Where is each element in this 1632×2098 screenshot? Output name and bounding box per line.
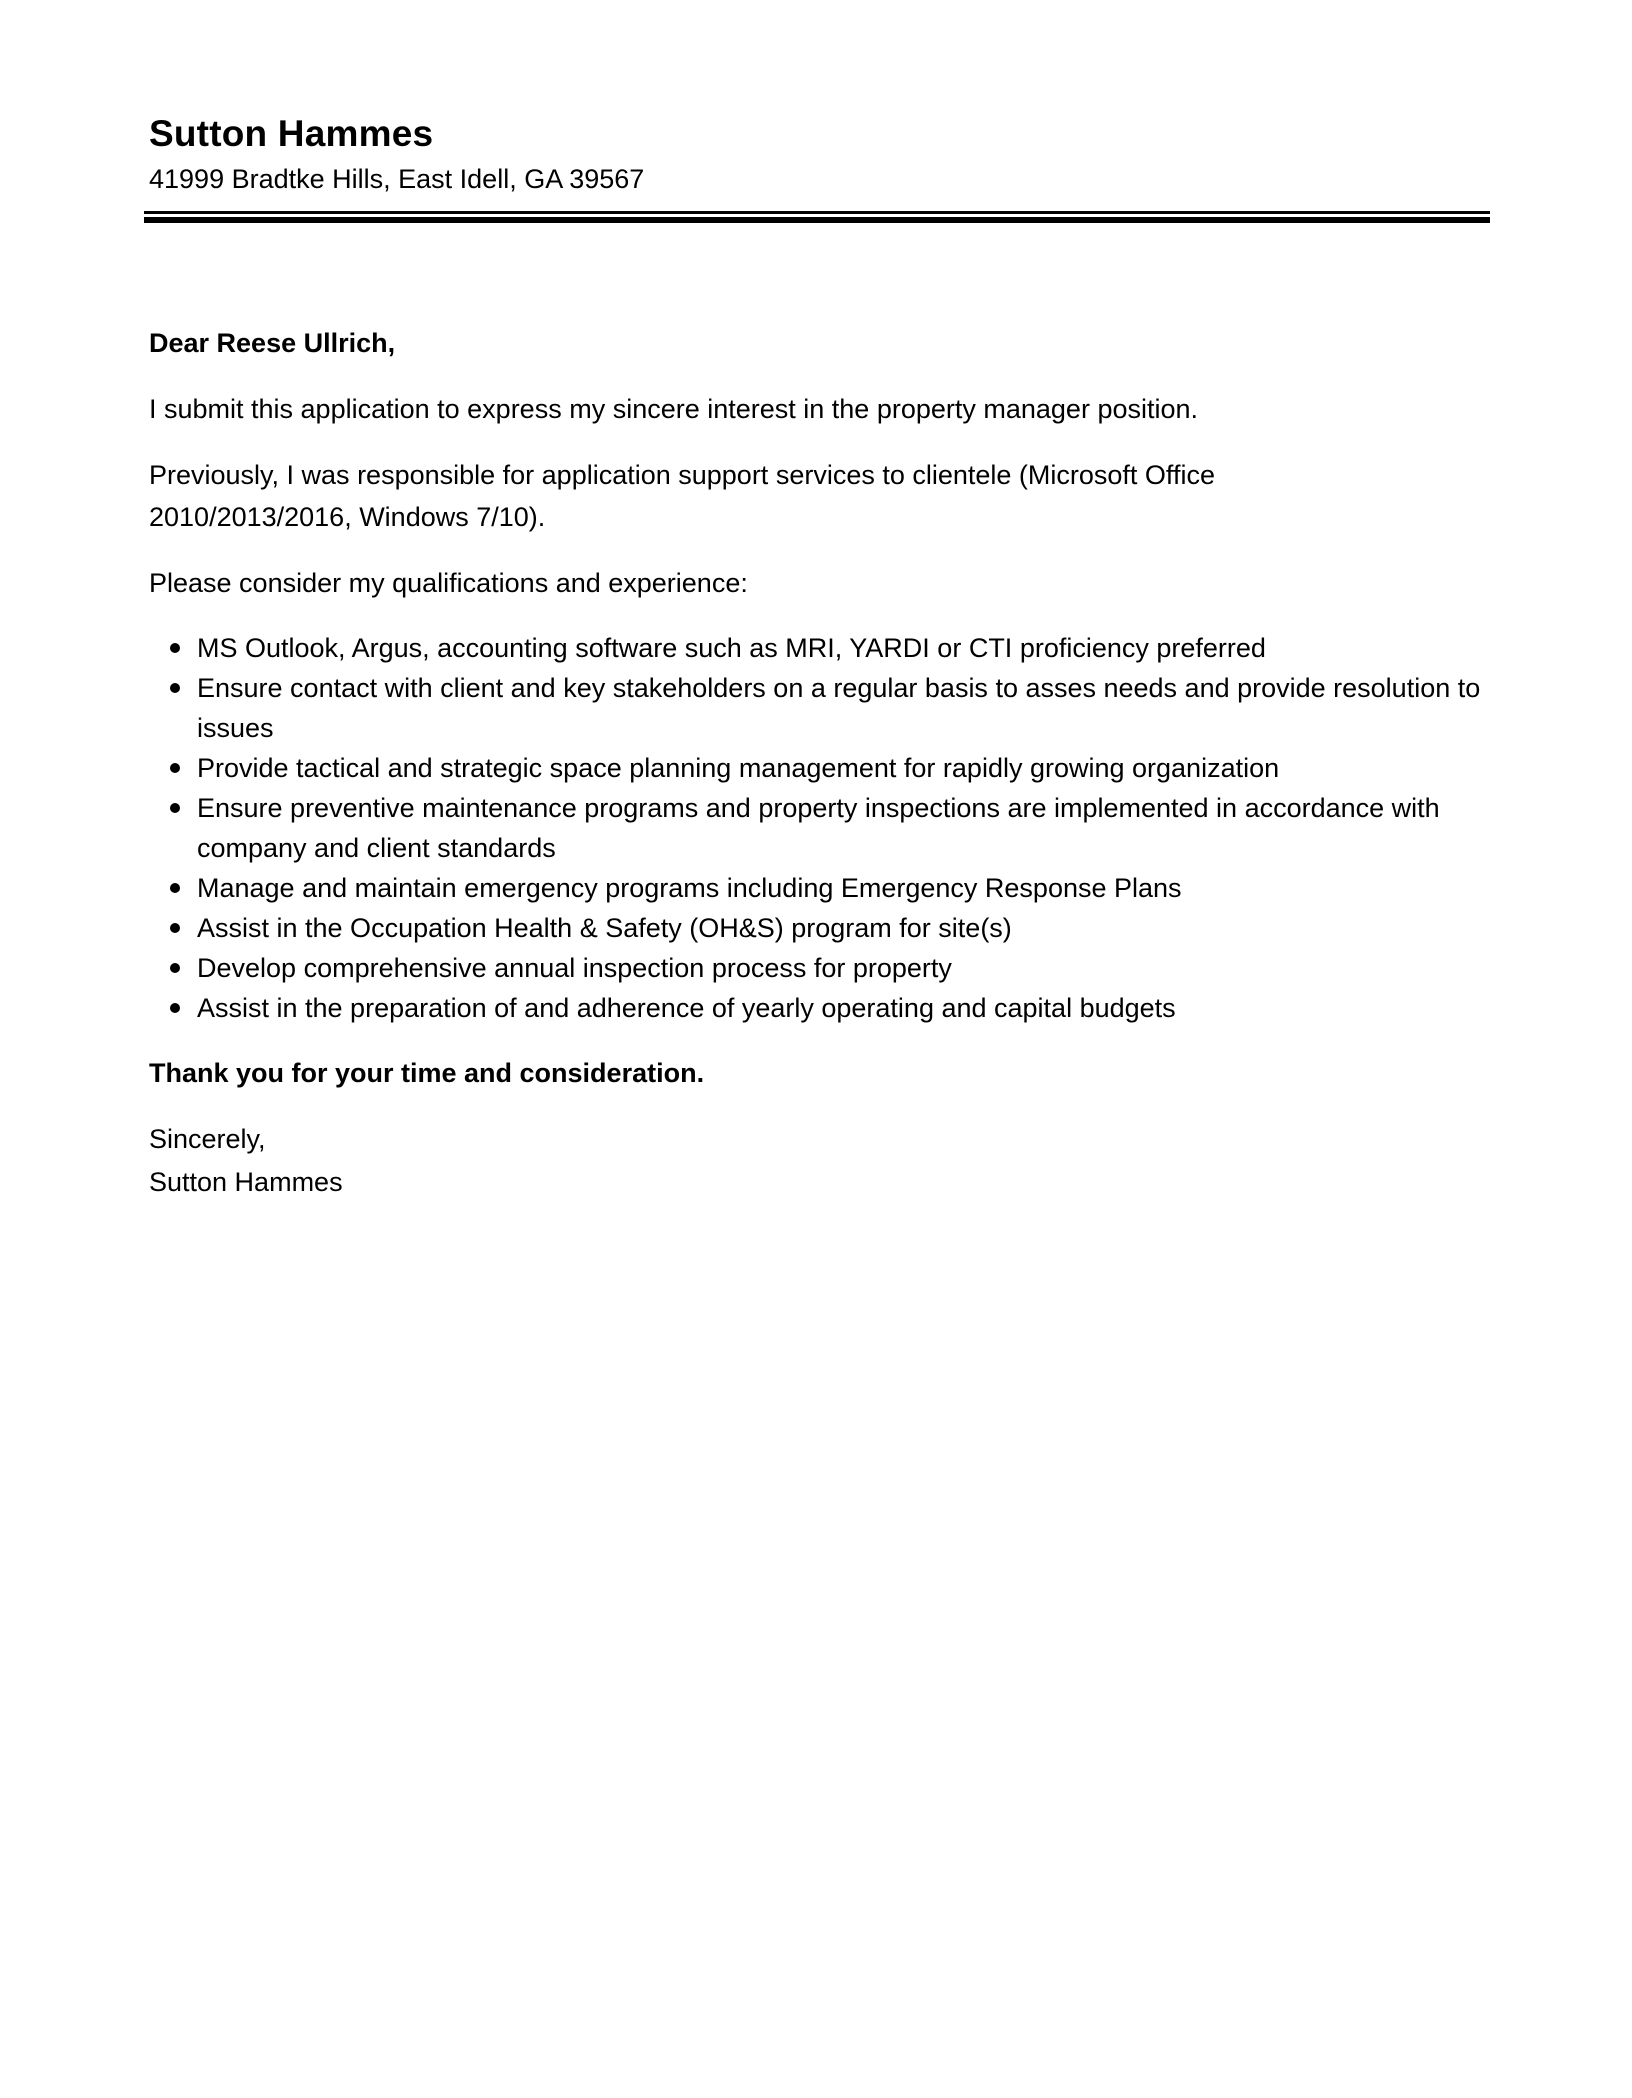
divider-thick-line <box>144 217 1490 223</box>
header-divider <box>144 211 1490 223</box>
sender-name: Sutton Hammes <box>149 113 434 154</box>
experience-paragraph: Previously, I was responsible for application support services to clientele (Microsoft Office 2010/2013/2016, Windows 7/10). <box>149 460 1215 532</box>
list-item-text: MS Outlook, Argus, accounting software such as MRI, YARDI or CTI proficiency preferred <box>197 633 1266 663</box>
list-item-text: Ensure preventive maintenance programs and property inspections are implemented in accordance with company and client standards <box>197 793 1440 863</box>
list-item-text: Provide tactical and strategic space planning management for rapidly growing organization <box>197 753 1280 783</box>
sender-address: 41999 Bradtke Hills, East Idell, GA 39567 <box>149 164 645 194</box>
list-item <box>149 668 1489 748</box>
closing: Sincerely, <box>149 1124 266 1154</box>
list-item-text: Manage and maintain emergency programs including Emergency Response Plans <box>197 873 1182 903</box>
bullet-icon <box>170 1003 180 1013</box>
signature: Sutton Hammes <box>149 1167 343 1197</box>
list-item <box>149 788 1489 868</box>
letter-header <box>149 110 1489 198</box>
bullet-icon <box>170 763 180 773</box>
bullet-icon <box>170 923 180 933</box>
list-item <box>149 908 1489 948</box>
letter-body <box>149 322 1489 1204</box>
bullet-icon <box>170 643 180 653</box>
bullet-icon <box>170 883 180 893</box>
qualifications-list <box>149 628 1489 1028</box>
bullet-icon <box>170 963 180 973</box>
list-item <box>149 748 1489 788</box>
divider-thin-line <box>144 211 1490 214</box>
list-item-text: Develop comprehensive annual inspection process for property <box>197 953 952 983</box>
qualifications-intro: Please consider my qualifications and experience: <box>149 568 748 598</box>
list-item <box>149 628 1489 668</box>
thank-you-line: Thank you for your time and consideration. <box>149 1058 705 1088</box>
list-item <box>149 868 1489 908</box>
list-item <box>149 988 1489 1028</box>
list-item-text: Ensure contact with client and key stakeholders on a regular basis to asses needs and provide resolution to issues <box>197 673 1481 743</box>
list-item-text: Assist in the preparation of and adherence of yearly operating and capital budgets <box>197 993 1176 1023</box>
bullet-icon <box>170 683 180 693</box>
list-item-text: Assist in the Occupation Health & Safety (OH&S) program for site(s) <box>197 913 1012 943</box>
salutation: Dear Reese Ullrich, <box>149 328 396 358</box>
list-item <box>149 948 1489 988</box>
bullet-icon <box>170 803 180 813</box>
intro-paragraph: I submit this application to express my sincere interest in the property manager position. <box>149 394 1199 424</box>
